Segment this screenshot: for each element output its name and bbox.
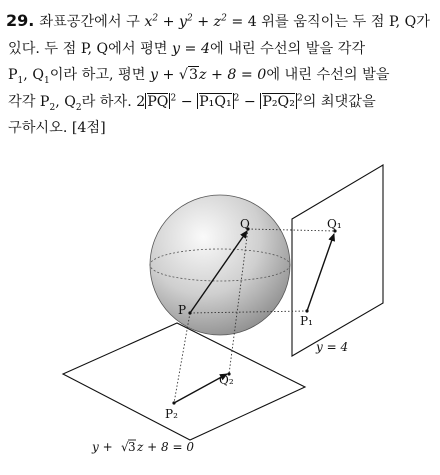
problem-line-5: 구하시오. [4점] [8,120,106,137]
sqrt-3: √3 [178,67,198,84]
label-plane-y4: y = 4 [316,340,349,354]
problem-line-2 [6,36,434,63]
problem-number: 29. [6,11,35,30]
sphere [150,195,290,335]
plane-equation: y = 4 [172,40,210,57]
problem-line-4: 각각 $P_2$, $Q_2$라 하자. 2 PQ $^2$ − P₁Q₁ $^2$ − P₂Q₂ $^2$의 최댓값을 [8,93,376,113]
problem-text [6,8,434,142]
vector-pq-norm: PQ [147,93,169,110]
text-segment: 에 내린 수선의 발을 [266,67,390,84]
text-segment: 이라 하고, 평면 [49,67,150,84]
text-segment: 있다. 두 점 P, Q에서 평면 [8,40,173,57]
point-p1-dot [305,309,308,312]
point-p1: P [8,67,18,84]
point-p2-dot [172,401,175,404]
plane-equation-part: z + 8 = 0 [198,67,267,84]
text-segment: 의 최댓값을 [302,93,376,110]
point-q1: Q [32,67,44,84]
label-plane-slant [91,440,194,454]
label-p1: P₁ [300,314,313,328]
plane-equation-part: y + [149,67,179,84]
label-plane-slant-b: z + 8 = 0 [137,440,194,454]
text-segment: 각각 P [8,93,50,110]
label-q2: Q₂ [219,373,234,387]
label-plane-slant-radicand: 3 [128,440,136,454]
label-p2: P₂ [165,407,178,421]
label-plane-slant-a: y + [92,440,113,454]
label-q1: Q₁ [327,217,342,231]
problem-line-1 [6,8,434,36]
vector-p1q1-norm: P₁Q₁ [199,93,232,110]
label-plane-slant-sqrt: √ [121,440,129,454]
text-segment: 좌표공간에서 구 [39,14,145,30]
text-segment: , Q [55,93,76,110]
plane-slant [63,323,305,440]
text-segment: 위를 움직이는 두 점 P, Q가 [256,14,431,30]
text-segment: 에 내린 수선의 발을 각각 [209,40,366,57]
sphere-equation: $x^2 + y^2 + z^2$ [144,13,227,30]
geometry-figure [0,160,440,475]
text-segment: = 4 [226,14,257,30]
label-q: Q [240,217,250,231]
vector-p2q2-norm: P₂Q₂ [262,93,295,110]
problem-line-3: $P_1$, $Q_1$이라 하고, 평면 y + √3z + 8 = 0에 내린 수선의 발을 [6,62,434,89]
text-segment: 라 하자. 2 [81,93,146,110]
point-p-dot [188,311,191,314]
label-p: P [178,303,187,317]
